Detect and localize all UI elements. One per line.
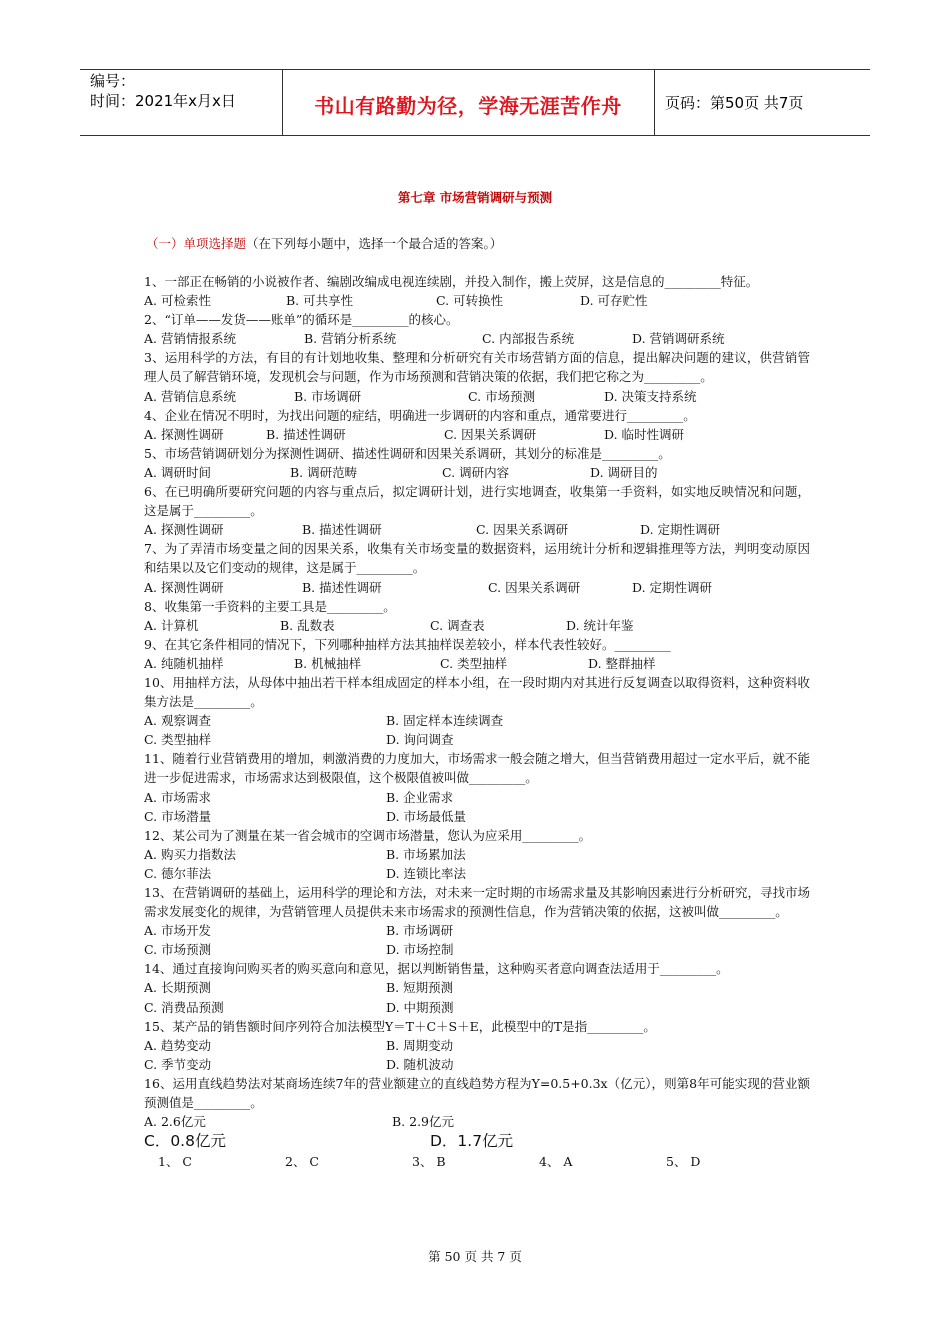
header-top-rule [80,69,870,70]
option: D. 市场最低量 [386,808,467,824]
answer-item: 2、 C [285,1154,319,1170]
option: B. 企业需求 [386,789,454,805]
header-bottom-rule [80,135,870,136]
option: C. 季节变动 [144,1056,212,1072]
option: A. 2.6亿元 [144,1114,206,1130]
option: C. 内部报告系统 [482,331,575,347]
option: D．1.7亿元 [430,1132,514,1151]
section-instruction [146,234,502,252]
option: D. 随机波动 [386,1056,454,1072]
option: C. 德尔菲法 [144,865,212,881]
option: C. 类型抽样 [440,655,508,671]
option-row [144,998,810,1017]
option: B. 描述性调研 [266,426,346,442]
option-row [144,978,810,997]
option: D. 临时性调研 [604,426,685,442]
option: D. 决策支持系统 [604,388,697,404]
option: B. 市场累加法 [386,846,466,862]
chapter-title: 第七章 市场营销调研与预测 [397,190,553,205]
option: D. 统计年鉴 [566,617,634,633]
option: A. 市场需求 [144,789,211,805]
option: C．0.8亿元 [144,1132,226,1151]
option-row [144,578,810,597]
option: B. 描述性调研 [302,579,382,595]
question-stem: 14、通过直接询问购买者的购买意向和意见，据以判断销售量，这种购买者意向调查法适用于_________。 [144,961,729,977]
option-row [144,940,810,959]
option-row [144,711,810,730]
option: A. 可检索性 [144,293,211,309]
option: A. 观察调查 [144,713,211,729]
option: D. 询问调查 [386,732,454,748]
option-row [144,520,810,539]
option-row [144,425,810,444]
option: C. 调查表 [430,617,485,633]
question-stem: 3、运用科学的方法，有目的有计划地收集、整理和分析研究有关市场营销方面的信息，提出解决问题的建议，供营销管理人员了解营销环境，发现机会与问题，作为市场预测和营销决策的依据，我们把它称之为_________。 [144,350,810,385]
option: A. 趋势变动 [144,1037,211,1053]
option: D. 连锁比率法 [386,865,467,881]
option-row [144,616,810,635]
option-row [144,788,810,807]
option: C. 因果关系调研 [476,522,569,538]
question-stem: 13、在营销调研的基础上，运用科学的理论和方法，对未来一定时期的市场需求量及其影响因素进行分析研究，寻找市场需求发展变化的规律，为营销管理人员提供未来市场需求的预测性信息，作为营销决策的依据，这被叫做_________。 [144,885,810,920]
page-number-label: 页码：第50页 共7页 [665,94,804,112]
question-stem: 2、“订单——发货——账单”的循环是_________的核心。 [144,312,459,328]
option: C. 类型抽样 [144,732,212,748]
option: D. 营销调研系统 [632,331,725,347]
answer-item: 4、 A [539,1154,573,1170]
option: D. 调研目的 [590,464,658,480]
option: B. 短期预测 [386,980,454,996]
option-row [144,864,810,883]
question-stem: 10、用抽样方法，从母体中抽出若干样本组成固定的样本小组，在一段时期内对其进行反复调查以取得资料，这种资料收集方法是_________。 [144,674,810,710]
option: B. 调研范畴 [290,464,358,480]
question-stem: 4、企业在情况不明时，为找出问题的症结，明确进一步调研的内容和重点，通常要进行_________。 [144,407,696,423]
option: B. 市场调研 [294,388,362,404]
option: C. 市场预测 [144,942,212,958]
answer-item: 3、 B [412,1154,446,1170]
question-stem: 12、某公司为了测量在某一省会城市的空调市场潜量，您认为应采用_________。 [144,827,592,843]
option-row [144,387,810,406]
question-stem: 16、运用直线趋势法对某商场连续7年的营业额建立的直线趋势方程为Y=0.5+0.3x（亿元），则第8年可能实现的营业额预测值是_________。 [144,1075,810,1111]
question-stem: 8、收集第一手资料的主要工具是_________。 [144,598,396,614]
option: C. 市场潜量 [144,808,212,824]
option-row [144,1112,810,1131]
option: D. 定期性调研 [632,579,713,595]
option: A. 探测性调研 [144,426,224,442]
option: B. 市场调研 [386,923,454,939]
option-row [144,807,810,826]
header-motto: 书山有路勤为径，学海无涯苦作舟 [314,94,622,118]
section-instruction-text: （在下列每小题中，选择一个最合适的答案。） [246,236,503,251]
option: D. 市场控制 [386,942,454,958]
option: C. 因果关系调研 [488,579,581,595]
option: A. 长期预测 [144,980,211,996]
question-stem: 11、随着行业营销费用的增加，刺激消费的力度加大，市场需求一般会随之增大，但当营销费用超过一定水平后，就不能进一步促进需求，市场需求达到极限值，这个极限值被叫做_________。 [144,751,810,786]
option-row [144,329,810,348]
page-footer: 第 50 页 共 7 页 [428,1249,522,1264]
question-stem: 15、某产品的销售额时间序列符合加法模型Y＝T＋C＋S＋E，此模型中的T是指_________。 [144,1018,656,1034]
option: A. 市场开发 [144,923,211,939]
option: B. 描述性调研 [302,522,382,538]
answer-item: 5、 D [666,1154,701,1170]
option-row [144,1036,810,1055]
option: A. 营销情报系统 [144,331,236,347]
answer-key [144,1151,810,1173]
option: C. 市场预测 [468,388,536,404]
option: C. 可转换性 [436,293,504,309]
option-row [144,921,810,940]
option: B. 2.9亿元 [392,1114,455,1130]
document-number-label: 编号： [90,72,136,90]
option: A. 探测性调研 [144,579,224,595]
option: A. 计算机 [144,617,199,633]
option: B. 可共享性 [286,293,354,309]
option: A. 调研时间 [144,464,211,480]
option: D. 定期性调研 [640,522,721,538]
option: D. 整群抽样 [588,655,656,671]
question-stem: 1、一部正在畅销的小说被作者、编剧改编成电视连续剧，并投入制作，搬上荧屏，这是信息的_________特征。 [144,274,759,289]
document-time-label: 时间：2021年x月x日 [90,92,236,110]
question-stem: 6、在已明确所要研究问题的内容与重点后，拟定调研计划，进行实地调查，收集第一手资料，如实地反映情况和问题，这是属于_________。 [144,484,810,519]
option-row [144,654,810,673]
question-stem: 7、为了弄清市场变量之间的因果关系，收集有关市场变量的数据资料，运用统计分析和逻辑推理等方法，判明变动原因和结果以及它们变动的规律，这是属于_________。 [144,541,810,576]
option-row [144,291,810,310]
option: C. 消费品预测 [144,999,224,1015]
answer-item: 1、 C [158,1154,192,1170]
option: B. 机械抽样 [294,655,362,671]
option: B. 周期变动 [386,1037,454,1053]
option-row [144,463,810,482]
section-heading: （一）单项选择题 [146,236,247,251]
option: A. 探测性调研 [144,522,224,538]
option: B. 固定样本连续调查 [386,713,504,729]
option: D. 可存贮性 [580,293,648,309]
header-divider [654,69,655,135]
option: B. 乱数表 [280,617,335,633]
option-row [144,1131,810,1151]
question-stem: 9、在其它条件相同的情况下，下列哪种抽样方法其抽样误差较小，样本代表性较好。_________ [144,636,671,652]
option: C. 调研内容 [442,464,510,480]
option: C. 因果关系调研 [444,426,537,442]
option-row [144,1055,810,1074]
option: A. 购买力指数法 [144,846,236,862]
option-row [144,730,810,749]
option: A. 纯随机抽样 [144,655,224,671]
option: A. 营销信息系统 [144,388,236,404]
question-list [144,272,810,1173]
option-row [144,845,810,864]
option: D. 中期预测 [386,999,454,1015]
option: B. 营销分析系统 [304,331,397,347]
question-stem: 5、市场营销调研划分为探测性调研、描述性调研和因果关系调研，其划分的标准是_________。 [144,445,671,461]
